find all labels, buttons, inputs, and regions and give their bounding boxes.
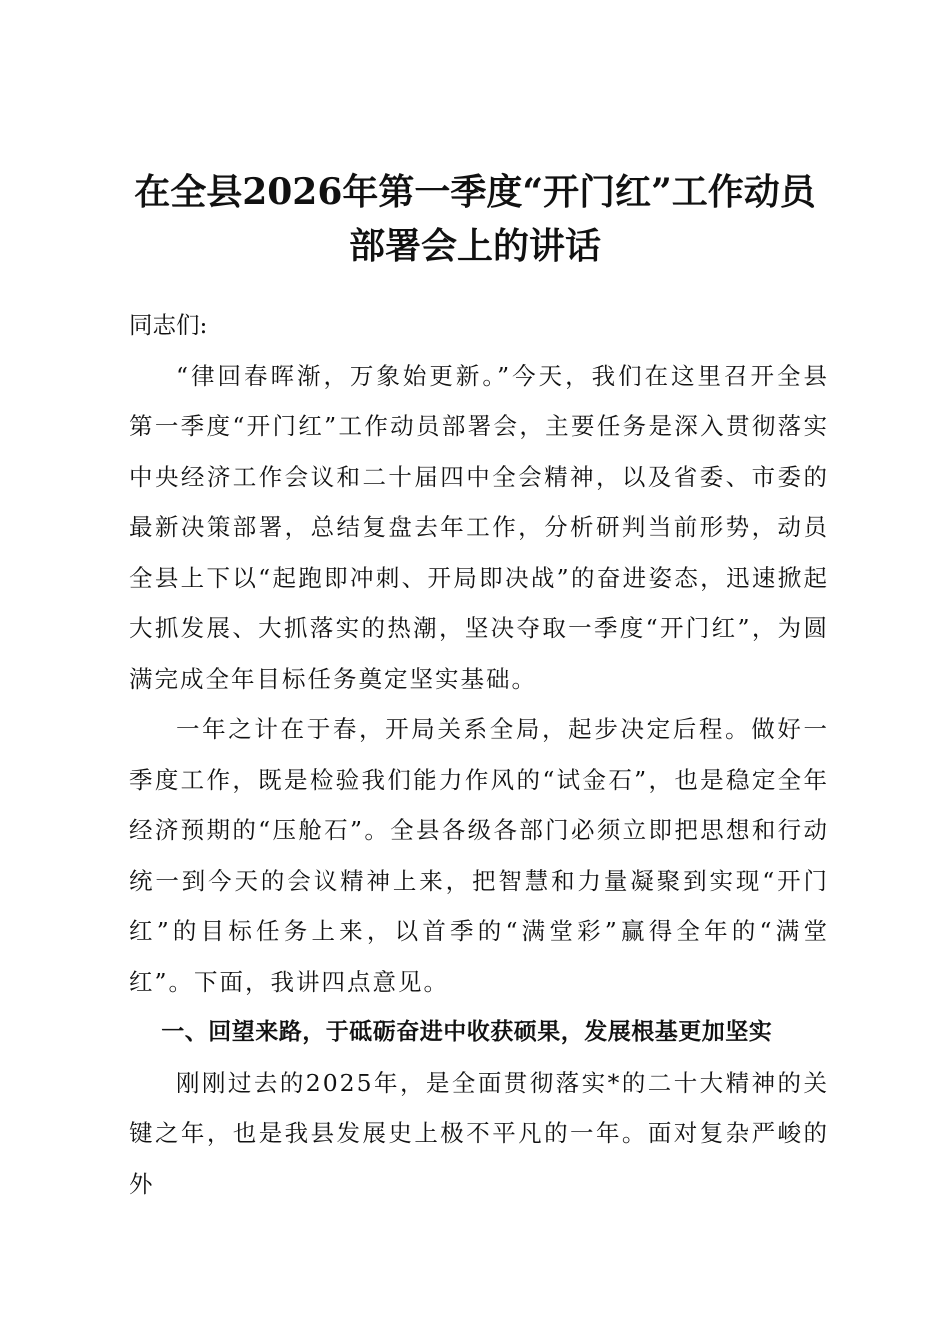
section-heading-one: 一、回望来路，于砥砺奋进中收获硕果，发展根基更加坚实 xyxy=(161,1019,773,1045)
second-paragraph: 一年之计在于春，开局关系全局，起步决定后程。做好一季度工作，既是检验我们能力作风的“试金石”，也是稳定全年经济预期的“压舱石”。全县各级各部门必须立即把思想和行动统一到今天的会议精神上来，把智慧和力量凝聚到实现“开门红”的目标任务上来，以首季的“满堂彩”赢得全年的“满堂红”。下面，我讲四点意见。 xyxy=(129,715,829,996)
title-line-1: 在全县2026年第一季度“开门红”工作动员 xyxy=(134,171,816,213)
intro-paragraph: “律回春晖渐，万象始更新。”今天，我们在这里召开全县第一季度“开门红”工作动员部署会，主要任务是深入贯彻落实中央经济工作会议和二十届四中全会精神，以及省委、市委的最新决策部署，总结复盘去年工作，分析研判当前形势，动员全县上下以“起跑即冲刺、开局即决战”的奋进姿态，迅速掀起大抓发展、大抓落实的热潮，坚决夺取一季度“开门红”，为圆满完成全年目标任务奠定坚实基础。 xyxy=(129,361,829,693)
speech-body xyxy=(129,300,829,1209)
section-one-paragraph: 刚刚过去的2025年，是全面贯彻落实*的二十大精神的关键之年，也是我县发展史上极不平凡的一年。面对复杂严峻的外 xyxy=(129,1068,829,1198)
salutation: 同志们: xyxy=(129,311,208,339)
title-line-2: 部署会上的讲话 xyxy=(348,225,601,267)
speech-title xyxy=(110,165,840,273)
